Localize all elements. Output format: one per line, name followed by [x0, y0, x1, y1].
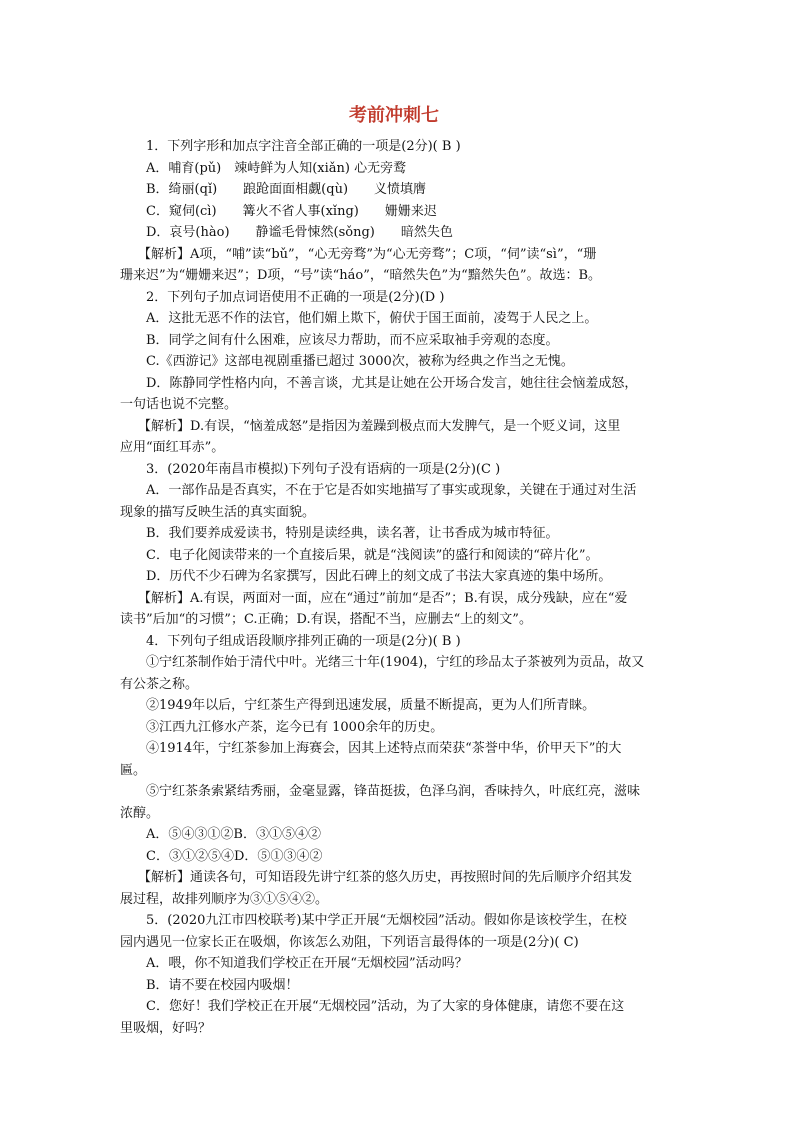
q4-options-cd: C．③①②⑤④D．⑤①③④②: [146, 848, 323, 864]
q2-option-d: D．陈静同学性格内向，不善言谈，尤其是让她在公开场合发言，她往往会恼羞成怒，: [146, 375, 638, 391]
q5-option-b: B．请不要在校园内吸烟！: [146, 977, 299, 993]
q4-sentence-4: ④1914年，宁红茶参加上海赛会，因其上述特点而荣获“茶誉中华，价甲天下”的大: [146, 741, 622, 756]
q1-analysis-cont: 珊来迟”为“姗姗来迟”；D项，“号”读“háo”，“暗然失色”为“黯然失色”。故选：B。: [120, 268, 602, 283]
q1-analysis: 【解析】A项，“哺”读“bǔ”，“心无旁骛”为“心无旁骛”；C项，“伺”读“sì”，“珊: [138, 246, 597, 262]
q5-option-c: C．您好！我们学校正在开展“无烟校园”活动，为了大家的身体健康，请您不要在这: [146, 999, 625, 1014]
q2-analysis-cont: 应用“面红耳赤”。: [120, 440, 225, 455]
q3-option-c: C．电子化阅读带来的一个直接后果，就是“浅阅读”的盛行和阅读的“碎片化”。: [146, 547, 599, 563]
q5-stem-cont: 园内遇见一位家长正在吸烟，你该怎么劝阻，下列语言最得体的一项是(2分)( C): [120, 934, 579, 950]
q1-option-b: B．绮丽(qǐ) 踉跄面面相觑(qù) 义愤填膺: [146, 182, 427, 197]
q5-stem: 5．(2020九江市四校联考)某中学正开展“无烟校园”活动。假如你是该校学生，在校: [146, 913, 627, 928]
q5-option-a: A．喂，你不知道我们学校正在开展“无烟校园”活动吗？: [146, 956, 468, 971]
q4-sentence-2: ②1949年以后，宁红茶生产得到迅速发展，质量不断提高，更为人们所青睐。: [146, 698, 596, 713]
q3-analysis: 【解析】A.有误，两面对一面，应在“通过”前加“是否”；B.有误，成分残缺，应在“爱: [138, 590, 628, 606]
q3-analysis-cont: 读书”后加“的习惯”；C.正确；D.有误，搭配不当，应删去“上的刻文”。: [120, 612, 532, 627]
q2-analysis: 【解析】D.有误，“恼羞成怒”是指因为羞躁到极点而大发脾气，是一个贬义词，这里: [138, 418, 621, 434]
q1-option-d: D．哀号(hào) 静谧毛骨悚然(sǒng) 暗然失色: [146, 225, 453, 240]
q2-stem: 2．下列句子加点词语使用不正确的一项是(2分)(D ): [146, 289, 445, 305]
q2-option-c: C.《西游记》这部电视剧重播已超过 3000次，被称为经典之作当之无愧。: [146, 354, 574, 369]
q4-sentence-5: ⑤宁红茶条索紧结秀丽，金毫显露，锋苗挺拔，色泽乌润，香味持久，叶底红亮，滋味: [146, 784, 641, 799]
q4-options-ab: A．⑤④③①②B．③①⑤④②: [146, 827, 321, 842]
q4-sentence-1: ①宁红茶制作始于清代中叶。光绪三十年(1904)，宁红的珍品太子茶被列为贡品，故又: [146, 655, 645, 670]
q2-option-d-cont: 一句话也说不完整。: [120, 397, 238, 412]
q1-option-c: C．窥伺(cì) 篝火不省人事(xǐng) 姗姗来迟: [146, 203, 437, 219]
q3-option-d: D．历代不少石碑为名家撰写，因此石碑上的刻文成了书法大家真迹的集中场所。: [146, 569, 612, 584]
q4-sentence-3: ③江西九江修水产茶，迄今已有 1000余年的历史。: [146, 719, 444, 735]
q2-option-b: B．同学之间有什么困难，应该尽力帮助，而不应采取袖手旁观的态度。: [146, 332, 559, 348]
q4-stem: 4．下列句子组成语段顺序排列正确的一项是(2分)( B ): [146, 633, 461, 649]
q4-sentence-4-cont: 匾。: [120, 762, 147, 778]
q1-option-a: A．哺育(pǔ) 竦峙鲜为人知(xiǎn) 心无旁鹜: [146, 160, 407, 176]
q3-option-b: B．我们要养成爱读书，特别是读经典，读名著，让书香成为城市特征。: [146, 526, 559, 541]
q3-option-a-cont: 现象的描写反映生活的真实面貌。: [120, 504, 316, 520]
q3-stem: 3．(2020年南昌市模拟)下列句子没有语病的一项是(2分)(C ): [146, 461, 501, 477]
q5-option-c-cont: 里吸烟，好吗？: [120, 1020, 212, 1036]
q4-analysis: 【解析】通读各句，可知语段先讲宁红茶的悠久历史，再按照时间的先后顺序介绍其发: [138, 870, 633, 885]
q4-analysis-cont: 展过程，故排列顺序为③①⑤④②。: [120, 891, 329, 907]
q4-sentence-5-cont: 浓醇。: [120, 805, 160, 821]
q1-stem: 1．下列字形和加点字注音全部正确的一项是(2分)( B ): [146, 139, 461, 154]
page-title: 考前冲刺七: [349, 105, 439, 126]
q2-option-a: A．这批无恶不作的法官，他们媚上欺下，俯伏于国王面前，凌驾于人民之上。: [146, 311, 598, 326]
document-page: [120, 98, 668, 1039]
q3-option-a: A．一部作品是否真实，不在于它是否如实地描写了事实或现象，关键在于通过对生活: [146, 483, 637, 498]
q4-sentence-1-cont: 有公茶之称。: [120, 676, 199, 692]
